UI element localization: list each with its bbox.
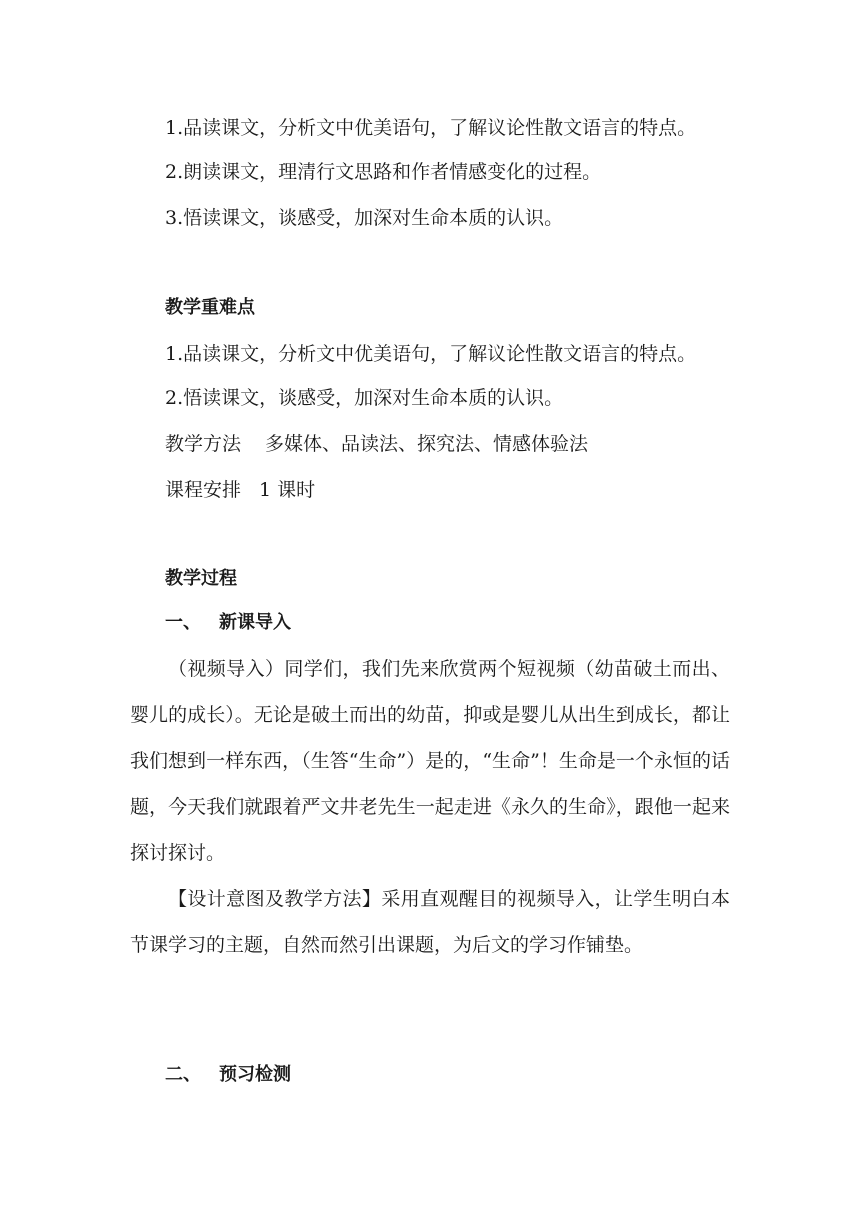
objective-2: 2.朗读课文，理清行文思路和作者情感变化的过程。 xyxy=(165,161,602,183)
section-1-title: 新课导入 xyxy=(219,612,291,633)
section-1-paragraph-2: 【设计意图及教学方法】采用直观醒目的视频导入，让学生明白本节课学习的主题，自然而然引出课题，为后文的学习作铺垫。 xyxy=(130,888,730,956)
section-1-number: 一、 xyxy=(165,612,201,633)
objective-3: 3.悟读课文，谈感受，加深对生命本质的认识。 xyxy=(165,207,564,229)
section-2-title: 预习检测 xyxy=(219,1064,291,1085)
key-difficulty-2: 2.悟读课文，谈感受，加深对生命本质的认识。 xyxy=(165,387,564,409)
objective-1: 1.品读课文，分析文中优美语句，了解议论性散文语言的特点。 xyxy=(165,117,697,139)
course-schedule-label: 课程安排 xyxy=(165,479,242,501)
section-2-number: 二、 xyxy=(165,1064,201,1085)
key-difficulties-heading: 教学重难点 xyxy=(165,297,255,318)
key-difficulty-1: 1.品读课文，分析文中优美语句，了解议论性散文语言的特点。 xyxy=(165,343,697,365)
section-1-heading xyxy=(165,611,291,635)
section-2-heading xyxy=(165,1063,291,1087)
course-schedule-value: 1 课时 xyxy=(259,479,316,501)
teaching-process-heading: 教学过程 xyxy=(165,568,237,589)
teaching-methods-label: 教学方法 xyxy=(165,433,242,455)
section-1-paragraph-1: （视频导入）同学们，我们先来欣赏两个短视频（幼苗破土而出、婴儿的成长）。无论是破土而出的幼苗，抑或是婴儿从出生到成长，都让我们想到一样东西，（生答“生命”）是的，“生命”！生命是一个永恒的话题，今天我们就跟着严文井老先生一起走进《永久的生命》，跟他一起来探讨探讨。 xyxy=(130,658,730,864)
course-schedule xyxy=(165,478,315,502)
teaching-methods-value: 多媒体、品读法、探究法、情感体验法 xyxy=(265,433,589,455)
teaching-methods xyxy=(165,432,588,456)
